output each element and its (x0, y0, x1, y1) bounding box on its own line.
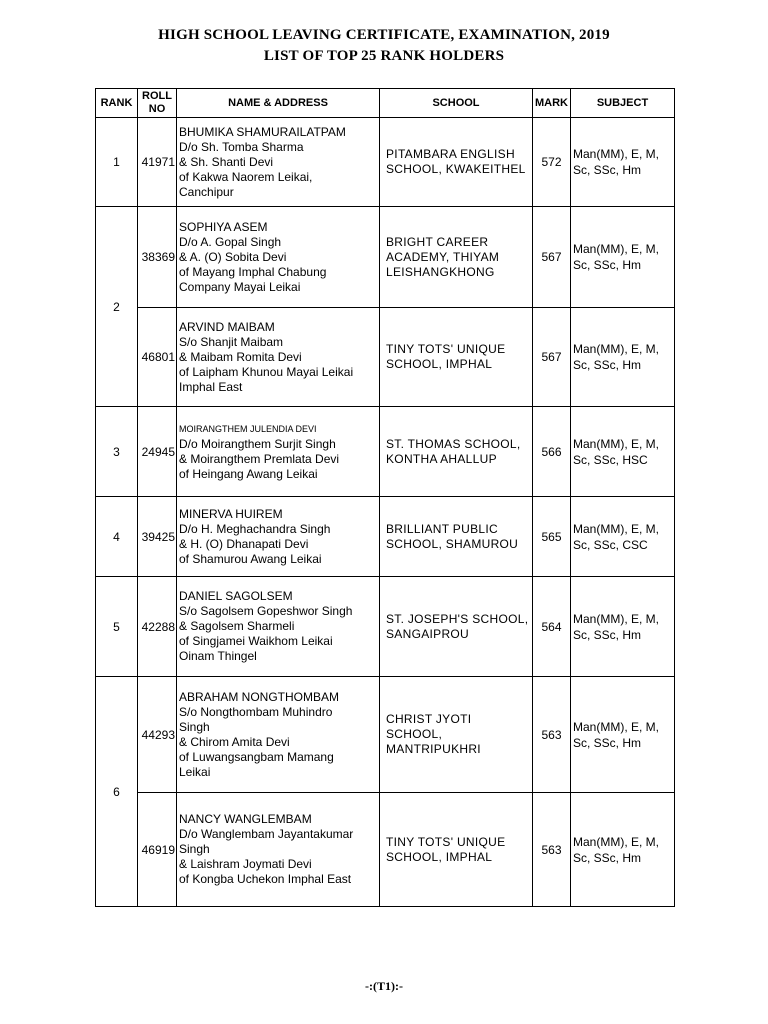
rank-cell: 1 (96, 118, 138, 207)
rank-cell: 2 (96, 207, 138, 407)
subject-line: Sc, SSc, Hm (573, 735, 642, 750)
subject-line: Sc, SSc, Hm (573, 850, 642, 865)
name-line: of Luwangsangbam Mamang (179, 749, 334, 764)
name-line: & H. (O) Dhanapati Devi (179, 536, 309, 551)
name-line: S/o Nongthombam Muhindro (179, 704, 333, 719)
school-line: MANTRIPUKHRI (386, 742, 481, 756)
name-address-cell (177, 308, 380, 407)
name-line: of Heingang Awang Leikai (179, 466, 318, 481)
mark-cell: 572 (533, 118, 571, 207)
school-cell (380, 308, 533, 407)
school-line: SCHOOL, KWAKEITHEL (386, 162, 526, 176)
name-line: DANIEL SAGOLSEM (179, 589, 293, 603)
subject-line: Man(MM), E, M, (573, 436, 659, 451)
col-header-name: NAME & ADDRESS (177, 89, 380, 118)
table-row (96, 677, 675, 793)
name-line: ABRAHAM NONGTHOMBAM (179, 689, 340, 704)
name-line: D/o Wanglembam Jayantakumar (179, 827, 354, 841)
school-line: ACADEMY, THIYAM (386, 249, 500, 264)
name-line: & Laishram Joymati Devi (179, 857, 312, 871)
name-line: D/o Sh. Tomba Sharma (179, 139, 304, 154)
school-line: ST. THOMAS SCHOOL, (386, 436, 521, 451)
name-line: Oinam Thingel (179, 649, 257, 663)
school-cell (380, 407, 533, 497)
subject-cell (571, 118, 675, 207)
rank-cell: 6 (96, 677, 138, 907)
name-line: & A. (O) Sobita Devi (179, 249, 287, 264)
col-header-roll (138, 89, 177, 118)
mark-cell: 566 (533, 407, 571, 497)
name-line: & Chirom Amita Devi (179, 734, 290, 749)
name-line: of Kongba Uchekon Imphal East (179, 872, 352, 886)
subject-line: Sc, SSc, Hm (573, 163, 642, 177)
subject-line: Sc, SSc, Hm (573, 358, 642, 372)
school-cell (380, 577, 533, 677)
name-line: S/o Sagolsem Gopeshwor Singh (179, 604, 353, 618)
name-address-cell (177, 497, 380, 577)
name-address-cell (177, 793, 380, 907)
roll-cell: 46801 (138, 308, 177, 407)
name-line: D/o Moirangthem Surjit Singh (179, 436, 336, 451)
col-header-roll-line1: ROLL (142, 90, 172, 102)
col-header-mark: MARK (533, 89, 571, 118)
rank-cell: 3 (96, 407, 138, 497)
roll-cell: 38369 (138, 207, 177, 308)
school-cell (380, 497, 533, 577)
subject-line: Sc, SSc, Hm (573, 258, 642, 272)
col-header-roll-line2: NO (148, 103, 166, 115)
subject-line: Sc, SSc, Hm (573, 627, 642, 642)
name-line: MINERVA HUIREM (179, 506, 283, 521)
school-line: SCHOOL, SHAMUROU (386, 536, 519, 551)
mark-cell: 565 (533, 497, 571, 577)
table-row (96, 207, 675, 308)
school-line: PITAMBARA ENGLISH (386, 147, 515, 161)
school-line: TINY TOTS' UNIQUE (386, 834, 506, 849)
school-cell (380, 118, 533, 207)
mark-cell: 567 (533, 207, 571, 308)
name-line: of Laipham Khunou Mayai Leikai (179, 364, 354, 379)
name-line: NANCY WANGLEMBAM (179, 812, 312, 826)
subject-line: Man(MM), E, M, (573, 719, 659, 734)
col-header-school: SCHOOL (380, 89, 533, 118)
rank-cell: 4 (96, 497, 138, 577)
table-row (96, 793, 675, 907)
col-header-subject: SUBJECT (571, 89, 675, 118)
mark-cell: 567 (533, 308, 571, 407)
roll-cell: 24945 (138, 407, 177, 497)
subject-line: Sc, SSc, HSC (573, 452, 648, 467)
mark-cell: 563 (533, 793, 571, 907)
roll-cell: 39425 (138, 497, 177, 577)
name-line: BHUMIKA SHAMURAILATPAM (179, 124, 346, 139)
roll-cell: 41971 (138, 118, 177, 207)
rank-cell: 5 (96, 577, 138, 677)
name-line: Leikai (179, 764, 211, 779)
name-line: & Sagolsem Sharmeli (179, 619, 295, 633)
subject-cell (571, 407, 675, 497)
mark-cell: 563 (533, 677, 571, 793)
roll-cell: 44293 (138, 677, 177, 793)
subject-cell (571, 577, 675, 677)
school-line: SANGAIPROU (386, 626, 470, 641)
name-line: Company Mayai Leikai (179, 279, 301, 294)
name-address-cell (177, 577, 380, 677)
table-row (96, 497, 675, 577)
name-line: D/o H. Meghachandra Singh (179, 521, 331, 536)
name-line: & Moirangthem Premlata Devi (179, 451, 340, 466)
name-line: Singh (179, 719, 210, 734)
name-line: & Sh. Shanti Devi (179, 154, 274, 169)
school-cell (380, 793, 533, 907)
name-line: SOPHIYA ASEM (179, 219, 268, 234)
name-line: D/o A. Gopal Singh (179, 234, 282, 249)
name-line: of Kakwa Naorem Leikai, (179, 169, 313, 184)
school-line: SCHOOL, IMPHAL (386, 849, 493, 864)
roll-cell: 46919 (138, 793, 177, 907)
school-line: ST. JOSEPH'S SCHOOL, (386, 611, 529, 626)
table-row (96, 118, 675, 207)
name-line: S/o Shanjit Maibam (179, 334, 284, 349)
name-line: Singh (179, 842, 210, 856)
subject-cell (571, 308, 675, 407)
name-address-cell (177, 207, 380, 308)
table-row (96, 407, 675, 497)
name-line: of Shamurou Awang Leikai (179, 551, 322, 566)
school-cell (380, 207, 533, 308)
name-address-cell (177, 118, 380, 207)
document-title: HIGH SCHOOL LEAVING CERTIFICATE, EXAMINATION, 2019 (158, 27, 610, 43)
mark-cell: 564 (533, 577, 571, 677)
name-line: Canchipur (179, 184, 234, 199)
school-line: SCHOOL, IMPHAL (386, 357, 493, 371)
name-address-cell (177, 407, 380, 497)
table-header-row (96, 89, 675, 118)
name-line: of Singjamei Waikhom Leikai (179, 634, 333, 648)
document-subtitle: LIST OF TOP 25 RANK HOLDERS (263, 48, 505, 64)
school-line: BRIGHT CAREER (386, 234, 489, 249)
subject-line: Man(MM), E, M, (573, 342, 659, 356)
school-cell (380, 677, 533, 793)
table-row (96, 308, 675, 407)
name-line: MOIRANGTHEM JULENDIA DEVI (179, 423, 317, 434)
subject-cell (571, 497, 675, 577)
subject-cell (571, 207, 675, 308)
subject-line: Man(MM), E, M, (573, 242, 659, 256)
subject-line: Man(MM), E, M, (573, 611, 659, 626)
subject-line: Man(MM), E, M, (573, 834, 659, 849)
school-line: TINY TOTS' UNIQUE (386, 342, 506, 356)
subject-cell (571, 793, 675, 907)
school-line: SCHOOL, (386, 727, 443, 741)
school-line: BRILLIANT PUBLIC (386, 521, 498, 536)
name-line: of Mayang Imphal Chabung (179, 264, 327, 279)
col-header-rank: RANK (96, 89, 138, 118)
page-footer: -:(T1):- (365, 979, 403, 993)
name-address-cell (177, 677, 380, 793)
table-row (96, 577, 675, 677)
school-line: KONTHA AHALLUP (386, 451, 497, 466)
subject-line: Sc, SSc, CSC (573, 537, 648, 552)
subject-cell (571, 677, 675, 793)
school-line: LEISHANGKHONG (386, 264, 495, 279)
subject-line: Man(MM), E, M, (573, 147, 659, 161)
name-line: ARVIND MAIBAM (179, 319, 275, 334)
roll-cell: 42288 (138, 577, 177, 677)
name-line: & Maibam Romita Devi (179, 349, 302, 364)
school-line: CHRIST JYOTI (386, 712, 472, 726)
name-line: Imphal East (179, 379, 243, 394)
rank-holders-table (95, 88, 675, 907)
subject-line: Man(MM), E, M, (573, 521, 659, 536)
